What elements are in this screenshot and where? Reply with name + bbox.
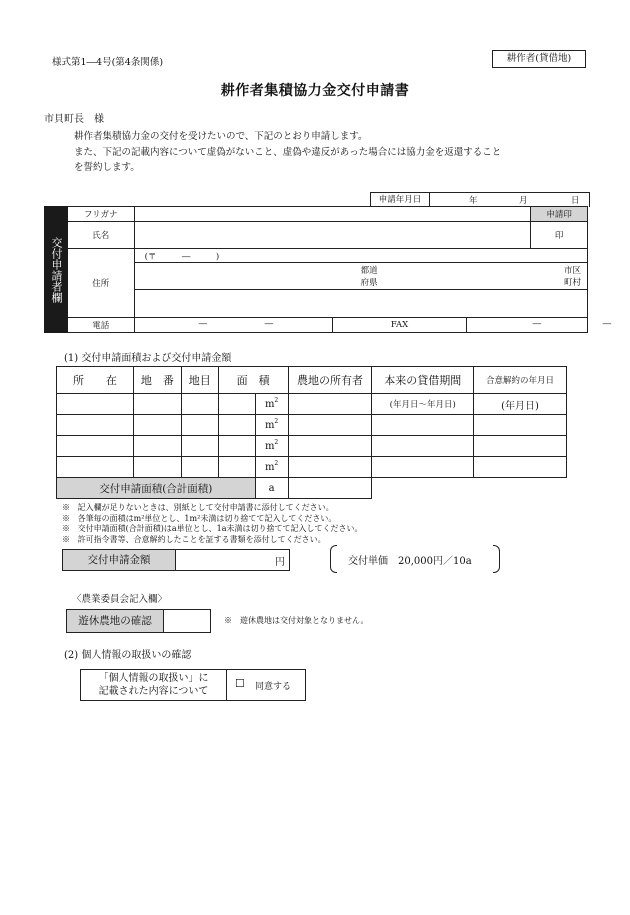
table-row bbox=[57, 394, 567, 415]
form-badge: 耕作者(貸借地) bbox=[492, 50, 586, 68]
phone-label: 電話 bbox=[67, 318, 134, 333]
privacy-consent-label: 「個人情報の取扱い」に 記載された内容について bbox=[81, 670, 227, 700]
furigana-label: フリガナ bbox=[67, 207, 134, 222]
section1-title: (1) 交付申請面積および交付申請金額 bbox=[64, 353, 232, 364]
col-lot-number: 地 番 bbox=[133, 367, 181, 394]
chouson-label: 町村 bbox=[563, 278, 581, 288]
application-date-label: 申請年月日 bbox=[371, 193, 430, 207]
agree-label: 同意する bbox=[255, 682, 292, 692]
table-row bbox=[57, 415, 567, 436]
todou-label: 都道 bbox=[360, 266, 378, 276]
committee-heading: 〈農業委員会記入欄〉 bbox=[72, 594, 168, 605]
application-date-row bbox=[370, 192, 590, 207]
note-item: ※ 記入欄が足りないときは、別紙として交付申請書に添付してください。 bbox=[62, 503, 334, 512]
col-cancel-date: 合意解約の年月日 bbox=[474, 367, 567, 394]
unit-price-bracket bbox=[330, 545, 500, 573]
intro-line-1: 耕作者集積協力金の交付を受けたいので、下記のとおり申請します。 bbox=[74, 131, 368, 142]
seal-mark: 印 bbox=[531, 222, 588, 249]
applicant-sidebar: 交付申請者欄 bbox=[45, 207, 68, 333]
table-row bbox=[57, 457, 567, 478]
date-month: 月 bbox=[519, 196, 528, 206]
agree-checkbox[interactable]: ☐ bbox=[235, 677, 245, 690]
total-area-label: 交付申請面積(合計面積) bbox=[57, 478, 256, 499]
phone-dash-2: ― bbox=[264, 319, 274, 329]
name-label: 氏名 bbox=[67, 222, 134, 249]
address-label: 住所 bbox=[67, 249, 134, 318]
col-land-category: 地目 bbox=[181, 367, 218, 394]
fax-dash-1: ― bbox=[532, 319, 542, 329]
furigana-field[interactable] bbox=[134, 207, 531, 222]
col-location: 所 在 bbox=[57, 367, 134, 394]
unit-m2: $m^2$ bbox=[255, 436, 288, 457]
date-day: 日 bbox=[571, 196, 580, 206]
phone-dash-1: ― bbox=[198, 319, 208, 329]
unit-m2: $m^2$ bbox=[255, 394, 288, 415]
page-title: 耕作者集積協力金交付申請書 bbox=[220, 83, 410, 99]
address-detail-field[interactable] bbox=[134, 290, 587, 318]
intro-line-3: を誓約します。 bbox=[74, 162, 140, 173]
unit-price: 交付単価 20,000円／10a bbox=[348, 556, 472, 567]
phone-field[interactable] bbox=[134, 318, 333, 333]
col-lease-period: 本来の貸借期間 bbox=[372, 367, 474, 394]
idle-farmland-box bbox=[66, 609, 211, 633]
table-row bbox=[57, 436, 567, 457]
privacy-consent-box bbox=[80, 669, 306, 701]
col-area: 面 積 bbox=[218, 367, 288, 394]
postal-field[interactable]: (〒 ― ) bbox=[134, 249, 587, 263]
amount-label: 交付申請金額 bbox=[63, 550, 176, 570]
idle-farmland-note: ※ 遊休農地は交付対象となりません。 bbox=[224, 616, 369, 625]
fax-field[interactable] bbox=[466, 318, 612, 333]
fuken-label: 府県 bbox=[360, 278, 378, 288]
notes-list bbox=[62, 503, 363, 545]
address-prefecture-row[interactable] bbox=[134, 263, 587, 290]
applicant-table bbox=[44, 206, 612, 333]
unit-m2: $m^2$ bbox=[255, 415, 288, 436]
date-year: 年 bbox=[469, 196, 478, 206]
note-item: ※ 交付申請面積(合計面積)はa単位とし、1a未満は切り捨てて記入してください。 bbox=[62, 524, 363, 534]
intro-line-2: また、下記の記載内容について虚偽がないこと、虚偽や違反があった場合には協力金を返還すること bbox=[74, 147, 502, 158]
form-number: 様式第1―4号(第4条関係) bbox=[52, 57, 164, 68]
addressee: 市貝町長 様 bbox=[44, 114, 104, 125]
idle-farmland-label: 遊休農地の確認 bbox=[67, 610, 164, 632]
note-item: ※ 許可指令書等、合意解約したことを証する書類を添付してください。 bbox=[62, 534, 326, 544]
seal-header: 申請印 bbox=[531, 207, 588, 222]
name-field[interactable] bbox=[134, 222, 531, 249]
total-area-unit: a bbox=[255, 478, 288, 499]
fax-dash-2: ― bbox=[602, 319, 612, 329]
idle-farmland-field[interactable] bbox=[165, 610, 210, 632]
amount-unit: 円 bbox=[275, 557, 285, 568]
note-item: ※ 各筆毎の面積はm²単位とし、1m²未満は切り捨てて記入してください。 bbox=[62, 513, 337, 523]
shiku-label: 市区 bbox=[563, 266, 581, 276]
amount-box bbox=[62, 549, 290, 571]
land-table bbox=[56, 366, 567, 499]
section2-title: (2) 個人情報の取扱いの確認 bbox=[64, 650, 192, 661]
unit-m2: $m^2$ bbox=[255, 457, 288, 478]
amount-field[interactable] bbox=[177, 550, 287, 570]
cancel-hint: (年月日) bbox=[474, 394, 567, 415]
col-owner: 農地の所有者 bbox=[288, 367, 372, 394]
fax-label: FAX bbox=[333, 318, 466, 333]
period-hint: (年月日～年月日) bbox=[372, 394, 474, 415]
